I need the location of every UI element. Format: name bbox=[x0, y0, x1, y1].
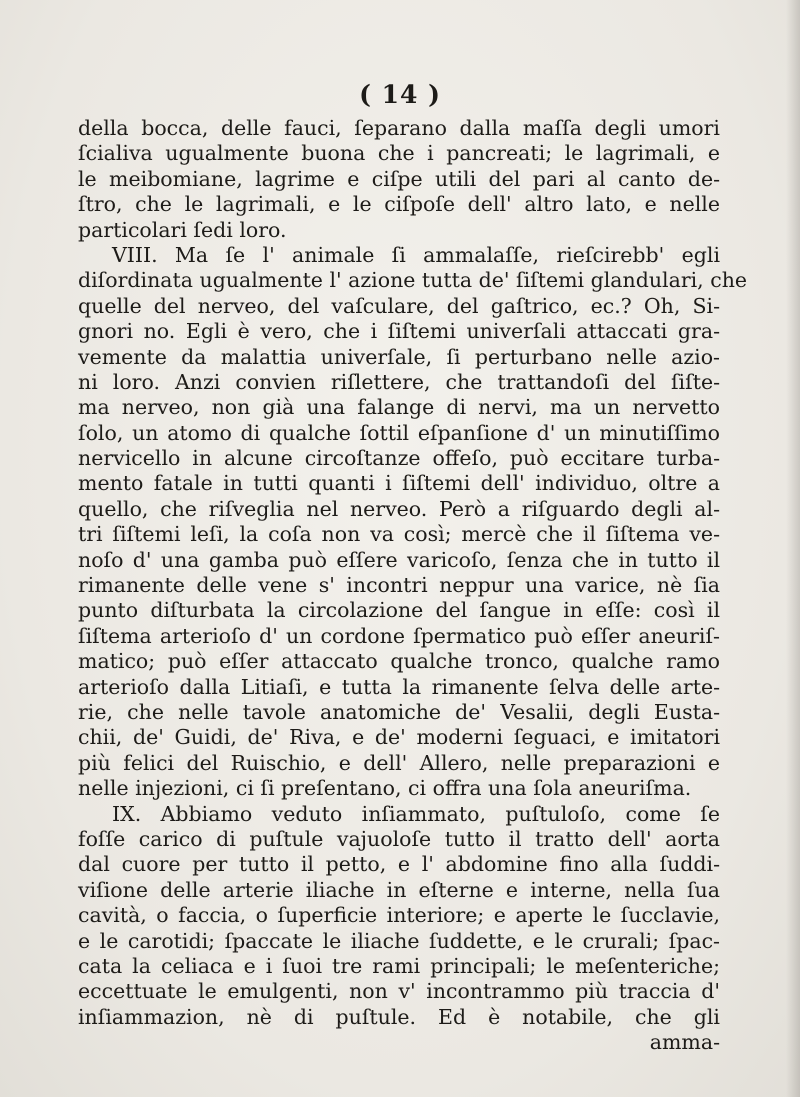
text-line: della bocca, delle fauci, ſeparano dalla maſſa degli umori bbox=[78, 116, 720, 140]
text-line: dal cuore per tutto il petto, e l' abdomine fino alla ſuddi- bbox=[78, 852, 720, 877]
text-line: noſo d' una gamba può eſſere varicoſo, ſenza che in tutto il bbox=[78, 547, 720, 572]
paragraph-start-viii: VIII. Ma ſe l' animale ſi ammalaſſe, rieſcirebb' egli bbox=[112, 242, 720, 267]
text-line: ſcialiva ugualmente buona che i pancreati; le lagrimali, e bbox=[78, 141, 720, 166]
text-line: ma nerveo, non già una falange di nervi, ma un nervetto bbox=[78, 395, 720, 420]
text-line: rie, che nelle tavole anatomiche de' Vesalii, degli Eusta- bbox=[78, 699, 720, 724]
text-line: quello, che riſveglia nel nerveo. Però a riſguardo degli al- bbox=[78, 496, 720, 521]
text-line: particolari ſedi loro. bbox=[78, 217, 287, 242]
text-line: chii, de' Guidi, de' Riva, e de' moderni ſeguaci, e imitatori bbox=[78, 725, 720, 750]
catchword: amma- bbox=[649, 1030, 720, 1055]
text-line: quelle del nerveo, del vaſculare, del gaſtrico, ec.? Oh, Si- bbox=[78, 293, 720, 318]
text-line: matico; può eſſer attaccato qualche tronco, qualche ramo bbox=[78, 649, 720, 674]
text-line: foſſe carico di puſtule vajuoloſe tutto il tratto dell' aorta bbox=[78, 826, 720, 851]
text-line: punto diſturbata la circolazione del ſangue in eſſe: così il bbox=[78, 598, 720, 623]
text-line: cavità, o faccia, o ſuperficie interiore; e aperte le ſucclavie, bbox=[78, 903, 720, 928]
text-line: eccettuate le emulgenti, non v' incontrammo più traccia d' bbox=[78, 979, 720, 1004]
text-line: cata la celiaca e i ſuoi tre rami principali; le meſenteriche; bbox=[78, 953, 720, 978]
text-line: nervicello in alcune circoſtanze offeſo, può eccitare turba- bbox=[78, 446, 720, 471]
text-line: viſione delle arterie iliache in eſterne e interne, nella ſua bbox=[78, 877, 720, 902]
text-line: mento fatale in tutti quanti i ſiſtemi dell' individuo, oltre a bbox=[78, 471, 720, 496]
text-line: ſolo, un atomo di qualche ſottil eſpanſione d' un minutiſſimo bbox=[78, 420, 720, 445]
text-line: ſtro, che le lagrimali, e le ciſpoſe dell' altro lato, e nelle bbox=[78, 192, 720, 217]
text-line: le meibomiane, lagrime e ciſpe utili del pari al canto de- bbox=[78, 166, 720, 191]
text-line: diſordinata ugualmente l' azione tutta de' ſiſtemi glandulari, che bbox=[78, 268, 748, 293]
text-line: rimanente delle vene s' incontri neppur una varice, nè ſia bbox=[78, 573, 720, 598]
page-number: ( 14 ) bbox=[359, 80, 441, 109]
text-line: vemente da malattia univerſale, ſi perturbano nelle azio- bbox=[78, 344, 720, 369]
text-line: nelle injezioni, ci ſi preſentano, ci offra una ſola aneuriſma. bbox=[78, 776, 692, 801]
text-line: inſiammazion, nè di puſtule. Ed è notabile, che gli bbox=[78, 1004, 720, 1029]
text-line: arterioſo dalla Litiaſi, e tutta la rimanente ſelva delle arte- bbox=[78, 674, 720, 699]
text-line: tri ſiſtemi leſi, la coſa non va così; mercè che il ſiſtema ve- bbox=[78, 522, 720, 547]
text-line: gnori no. Egli è vero, che i ſiſtemi univerſali attaccati gra- bbox=[78, 319, 720, 344]
text-line: ſiſtema arterioſo d' un cordone ſpermatico può eſſer aneuriſ- bbox=[78, 623, 720, 648]
text-line: più felici del Ruischio, e dell' Allero, nelle preparazioni e bbox=[78, 750, 720, 775]
text-line: ni loro. Anzi convien riſlettere, che trattandoſi del ſiſte- bbox=[78, 369, 720, 394]
text-line: e le carotidi; ſpaccate le iliache ſuddette, e le crurali; ſpac- bbox=[78, 928, 720, 953]
page-edge-shadow bbox=[786, 0, 800, 1097]
paragraph-start-ix: IX. Abbiamo veduto inſiammato, puſtuloſo, come ſe bbox=[112, 801, 720, 826]
body-text bbox=[78, 116, 748, 1055]
